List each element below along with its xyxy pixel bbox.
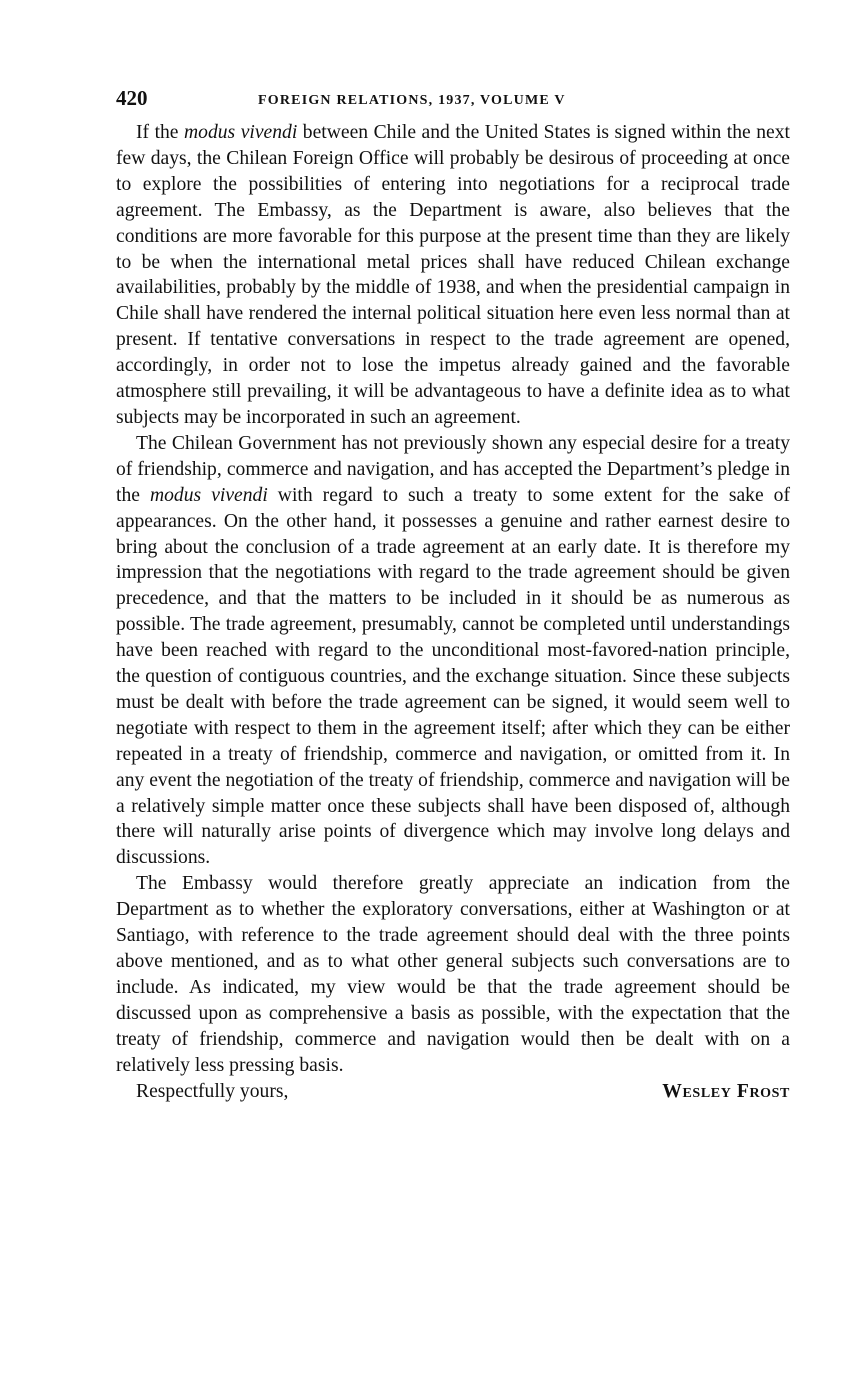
signature: Wesley Frost [662,1080,790,1102]
document-page [116,86,790,1105]
paragraph-1-emphasis: modus vivendi [184,122,298,143]
paragraph-1-text-b: between Chile and the United States is signed within the next few days, the Chilean Foreign Office will probably be desirous of proceeding at once to explore the possibilities of entering into negotiations for a reciprocal trade agreement. The Embassy, as the Department is aware, also believes that the conditions are more favorable for this purpose at the present time than they are likely to be when the international metal prices shall have reduced Chilean exchange availabilities, probably by the middle of 1938, and when the presidential campaign in Chile shall have rendered the internal political situation here even less normal than at present. If tentative conversations in respect to the trade agreement are opened, accordingly, in order not to lose the impetus already gained and the favorable atmosphere still prevailing, it will be advantageous to have a definite idea as to what subjects may be incorporated in such an agreement. [116,122,790,428]
running-head: FOREIGN RELATIONS, 1937, VOLUME V [258,93,566,108]
paragraph-2-text-b: with regard to such a treaty to some extent for the sake of appearances. On the other hand, it possesses a genuine and rather earnest desire to bring about the conclusion of a trade agreement at an early date. It is therefore my impression that the negotiations with regard to the trade agreement should be given precedence, and that the matters to be included in it should be as numerous as possible. The trade agreement, presumably, cannot be completed until understandings have been reached with regard to the unconditional most-favored-nation principle, the question of contiguous countries, and the exchange situation. Since these subjects must be dealt with before the trade agreement can be signed, it would seem well to negotiate with respect to them in the agreement itself; after which they can be either repeated in a treaty of friendship, commerce and navigation, or omitted from it. In any event the negotiation of the treaty of friendship, commerce and navigation will be a relatively simple matter once these subjects shall have been disposed of, although there will naturally arise points of divergence which may involve long delays and discussions. [116,484,790,869]
salutation: Respectfully yours, [136,1080,289,1102]
page-header [116,86,790,120]
paragraph-2-text-a: The Chilean Government has not previously shown any especial desire for a treaty of friendship, commerce and navigation, and has accepted the Department’s pledge in the [116,432,790,506]
letter-body [116,120,790,1079]
paragraph-1 [116,120,790,431]
letter-closing [116,1079,790,1105]
page-number: 420 [116,86,148,110]
paragraph-2-emphasis: modus vivendi [149,484,268,506]
paragraph-2 [116,431,790,871]
paragraph-1-text-a: If the [136,122,185,143]
paragraph-3-text: The Embassy would therefore greatly appreciate an indication from the Department as to whether the exploratory conversations, either at Washington or at Santiago, with reference to the trade agreement should deal with the three points above mentioned, and as to what other general subjects such conversations are to include. As indicated, my view would be that the trade agreement should be discussed upon as comprehensive a basis as possible, with the expectation that the treaty of friendship, commerce and navigation would then be dealt with on a relatively less pressing basis. [116,873,790,1076]
paragraph-3 [116,871,790,1078]
